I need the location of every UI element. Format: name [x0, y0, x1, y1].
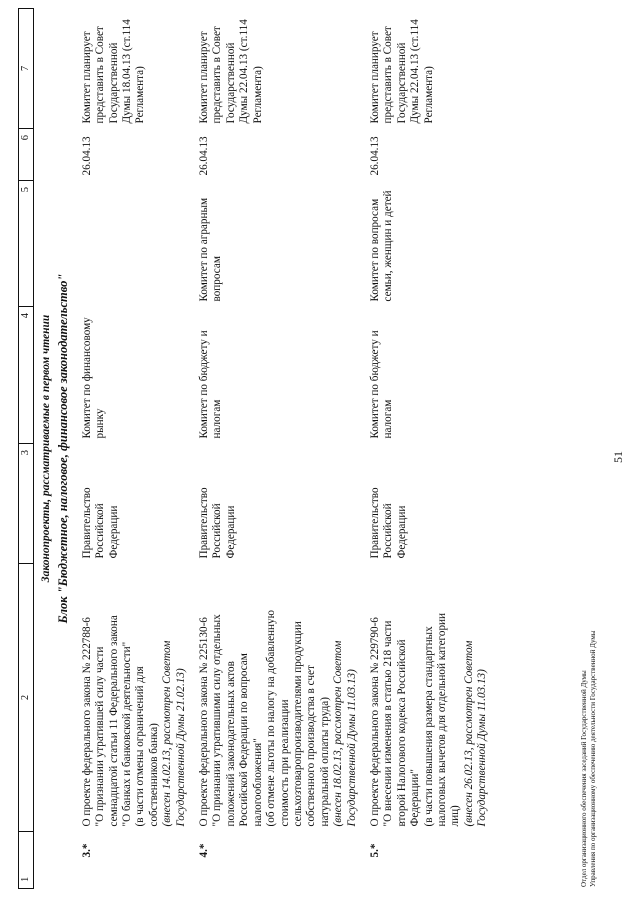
bill-line: О проекте федерального закона № 229790-6 — [368, 617, 381, 827]
col-header-7: 7 — [19, 9, 34, 129]
status-note: Комитет планирует представить в Совет Государственной Думы 18.04.13 (ст.114 Регламента) — [80, 19, 147, 124]
bill-line: (об отмене льготы по налогу на добавленную — [265, 610, 278, 827]
bill-note: (внесен 18.02.13, рассмотрен Советом Государственной Думы 11.03.13) — [332, 640, 358, 827]
status-note: Комитет планирует представить в Совет Государственной Думы 22.04.13 (ст.114 Регламента) — [198, 19, 264, 124]
bill-line: "О банках и банковской деятельности" — [121, 641, 134, 827]
bill-line: положений законодательных актов — [224, 661, 237, 827]
table-row — [365, 9, 496, 889]
bill-line: О проекте федерального закона № 225130-6 — [198, 617, 211, 827]
bill-line: сельхозтоваропроизводителями продукции — [291, 621, 304, 827]
table-row — [77, 9, 194, 889]
review-date: 26.04.13 — [198, 136, 211, 176]
col-header-3: 3 — [19, 444, 34, 564]
co-committee: Комитет по вопросам семьи, женщин и детей — [368, 190, 395, 302]
co-committee: Комитет по аграрным вопросам — [198, 197, 224, 302]
bill-line: Российской Федерации по вопросам — [238, 653, 251, 827]
bill-line: "О признании утратившими силу отдельных — [211, 614, 224, 827]
col-header-6: 6 — [19, 129, 34, 181]
status-note: Комитет планирует представить в Совет Государственной Думы 22.04.13 (ст.114 Регламента) — [368, 19, 435, 124]
bill-line: лиц) — [449, 805, 462, 827]
initiator: Правительство Российской Федерации — [80, 487, 120, 559]
responsible-committee: Комитет по бюджету и налогам — [368, 330, 395, 439]
agenda-table — [18, 8, 496, 889]
row-number: 5.* — [368, 843, 381, 858]
bill-line: О проекте федерального закона № 222788-6 — [80, 617, 93, 827]
col-header-2: 2 — [19, 564, 34, 832]
responsible-committee: Комитет по бюджету и налогам — [198, 330, 224, 439]
table-row — [194, 9, 365, 889]
bill-line: собственников банка) — [147, 723, 160, 827]
row-number: 3.* — [80, 843, 93, 858]
bill-line: второй Налогового кодекса Российской — [395, 639, 408, 827]
co-committee — [77, 181, 194, 307]
bill-note: (внесен 26.02.13, рассмотрен Советом Государственной Думы 11.03.13) — [462, 640, 489, 827]
review-date: 26.04.13 — [368, 136, 381, 176]
column-number-row — [19, 9, 34, 889]
bill-line: (в части отмены ограничений для — [134, 666, 147, 827]
col-header-4: 4 — [19, 307, 34, 444]
initiator: Правительство Российской Федерации — [368, 487, 408, 559]
bill-note: (внесен 14.02.13, рассмотрен Советом Государственной Думы 21.02.13) — [161, 640, 187, 827]
initiator: Правительство Российской Федерации — [198, 487, 237, 559]
bill-line: натуральной оплаты труда) — [318, 697, 331, 827]
bill-line: "О признании утратившей силу части — [94, 646, 107, 827]
bill-line: собственного производства в счет — [305, 665, 318, 827]
bill-line: "О внесении изменения в статью 218 части — [382, 620, 395, 827]
block-title: Блок "Бюджетное, налоговое, финансовое законодательство" — [56, 273, 71, 624]
bill-description — [194, 564, 365, 832]
page-number: 51 — [611, 451, 625, 463]
footer — [580, 631, 598, 887]
bill-line: (в части повышения размера стандартных — [422, 626, 435, 827]
col-header-5: 5 — [19, 181, 34, 307]
bill-description — [77, 564, 194, 832]
row-number: 4.* — [198, 843, 211, 858]
section-title: Законопроекты, рассматриваемые в первом чтении — [40, 314, 52, 583]
col-header-1: 1 — [19, 832, 34, 889]
bill-line: стоимость при реализации — [278, 699, 291, 827]
bill-description — [365, 564, 496, 832]
bill-line: налоговых вычетов для отдельной категории — [435, 612, 448, 827]
responsible-committee: Комитет по финансовому рынку — [80, 317, 107, 439]
bill-line: Федерации" — [409, 769, 422, 827]
bill-line: налогообложения" — [251, 738, 264, 827]
footer-line: Отдел организационного обеспечения заседаний Государственной Думы — [580, 670, 588, 887]
bill-line: семнадцатой статьи 11 Федерального закона — [107, 615, 120, 827]
footer-line: Управления по организационному обеспечению деятельности Государственной Думы — [589, 630, 597, 887]
review-date: 26.04.13 — [80, 136, 93, 176]
